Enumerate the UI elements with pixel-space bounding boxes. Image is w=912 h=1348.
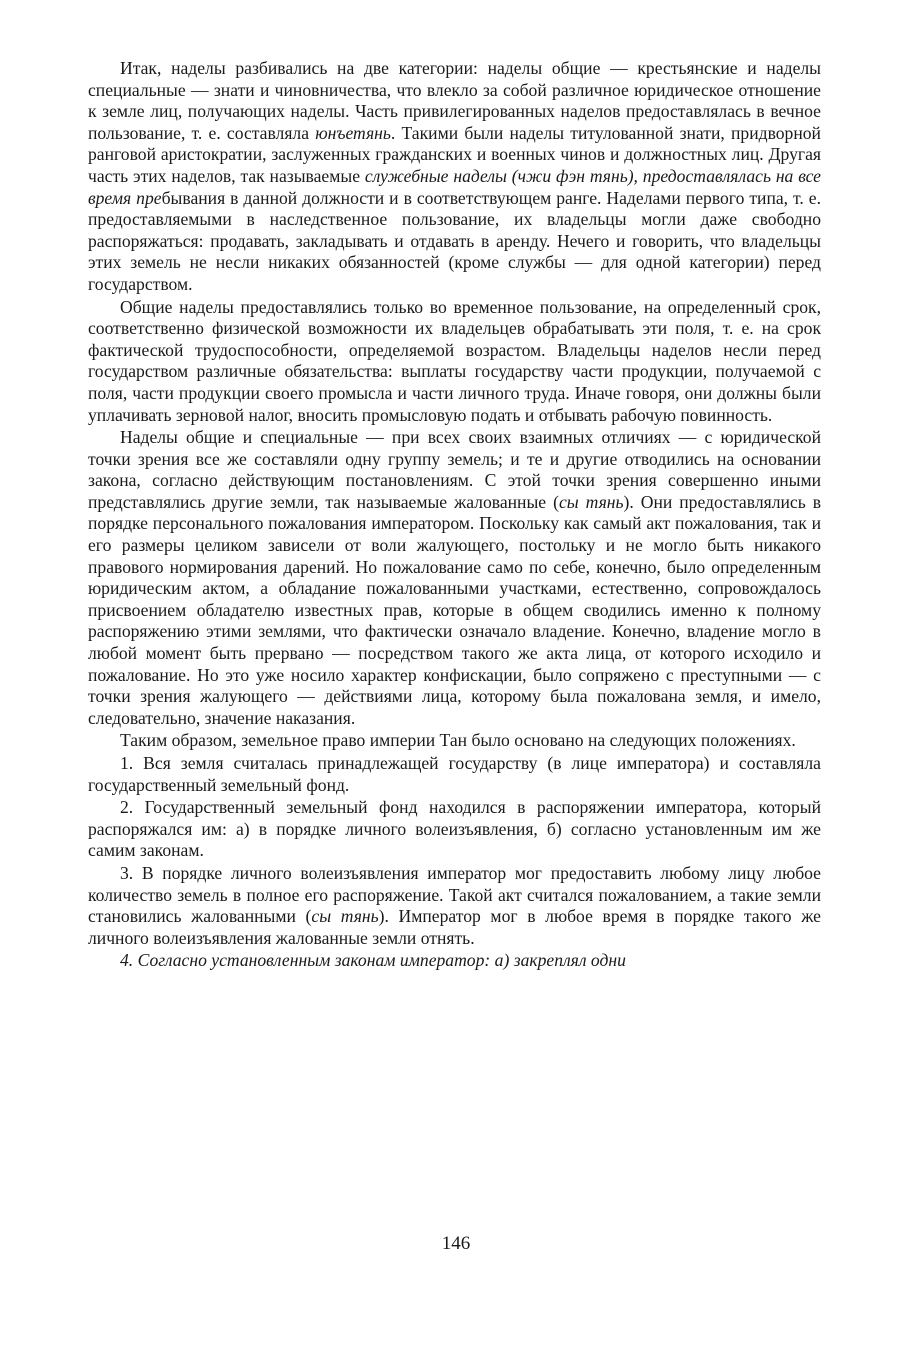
italic-term-sy-tyan: сы тянь — [558, 491, 624, 512]
text-run: бывания в данной должности и в соответствующем ранге. Наделами первого типа, т. е. предоставляемыми в наследственное пользование, их владельцы могли даже свободно распоряжаться: продавать, закладывать и отдавать в аренду. Нечего и говорить, что владельцы этих земель не несли никаких обязанностей (кроме службы — для одной категории) перед государством. — [88, 187, 821, 294]
paragraph-4 — [88, 730, 821, 752]
text-run-italic: 4. Согласно установленным законам император: а) закреплял одни — [120, 950, 626, 971]
text-run: Общие наделы предоставлялись только во временное пользование, на определенный срок, соответственно физической возможности их владельцев обрабатывать эти поля, т. е. на срок фактической трудоспособности, определяемой возрастом. Владельцы наделов несли перед государством различные обязательства: выплаты государству части продукции, получаемой с поля, части продукции своего промысла и части личного труда. Иначе говоря, они должны были уплачивать зерновой налог, вносить промысловую подать и отбывать рабочую повинность. — [88, 296, 821, 425]
italic-term-yunyetyan: юнъетянь — [315, 122, 391, 143]
paragraph-3 — [88, 427, 821, 729]
text-run: 3. В порядке личного волеизъявления император мог предоставить любому лицу любое количество земель в полное его распоряжение. Такой акт считался пожалованием, а такие земли становились жалованными ( — [88, 862, 821, 927]
list-item-3 — [88, 863, 821, 949]
text-run: ). Император мог в любое время в порядке такого же личного волеизъявления жалованные земли отнять. — [88, 906, 821, 948]
page-body — [88, 58, 821, 972]
page-number: 146 — [441, 1233, 471, 1254]
list-item-2 — [88, 797, 821, 862]
text-run: Наделы общие и специальные — при всех своих взаимных отличиях — с юридической точки зрения все же составляли одну группу земель; и те и другие отводились на основании закона, согласно действующим постановлениям. С этой точки зрения совершенно иными представлялись другие земли, так называемые жалованные ( — [88, 427, 821, 512]
list-item-4 — [88, 950, 821, 972]
text-run: Таким образом, земельное право империи Тан было основано на следующих положениях. — [120, 730, 796, 751]
text-run: ). Они предоставлялись в порядке персонального пожалования императором. Поскольку как самый акт пожалования, так и его размеры целиком зависели от воли жалующего, постольку и не могло быть никакого правового нормирования дарений. Но пожалование само по себе, конечно, было определенным юридическим актом, а обладание пожалованными участками, естественно, сопровождалось присвоением обладателю известных прав, которые в общем сводились именно к полному распоряжению этими землями, что фактически означало владение. Конечно, владение могло в любой момент быть прервано — посредством такого же акта лица, от которого исходило и пожалование. Но это уже носило характер конфискации, было сопряжено с преступными — с точки зрения жалующего — действиями лица, которому была пожалована земля, и имело, следовательно, значение наказания. — [88, 491, 821, 728]
text-run: 2. Государственный земельный фонд находился в распоряжении императора, который распоряжался им: а) в порядке личного волеизъявления, б) согласно установленным им же самим законам. — [88, 797, 821, 861]
italic-term-sy-tyan: сы тянь — [311, 906, 379, 927]
paragraph-1 — [88, 58, 821, 296]
text-run: . Такими были наделы титулованной знати, придворной ранговой аристократии, заслуженных гражданских и военных чинов и должностных лиц. Другая часть этих наделов, так называемые — [88, 122, 821, 186]
paragraph-2 — [88, 297, 821, 427]
list-item-1 — [88, 753, 821, 796]
text-run: Итак, наделы разбивались на две категории: наделы общие — крестьянские и наделы специальные — знати и чиновничества, что влекло за собой различное юридическое отношение к земле лиц, получающих наделы. Часть привилегированных наделов предоставлялась в вечное пользование, т. е. составляла — [88, 58, 821, 143]
text-run: 1. Вся земля считалась принадлежащей государству (в лице императора) и составляла государственный земельный фонд. — [88, 753, 821, 795]
italic-term-service-allotments: служебные наделы (чжи фэн тянь), предоставлялась на все время пре — [88, 165, 821, 208]
